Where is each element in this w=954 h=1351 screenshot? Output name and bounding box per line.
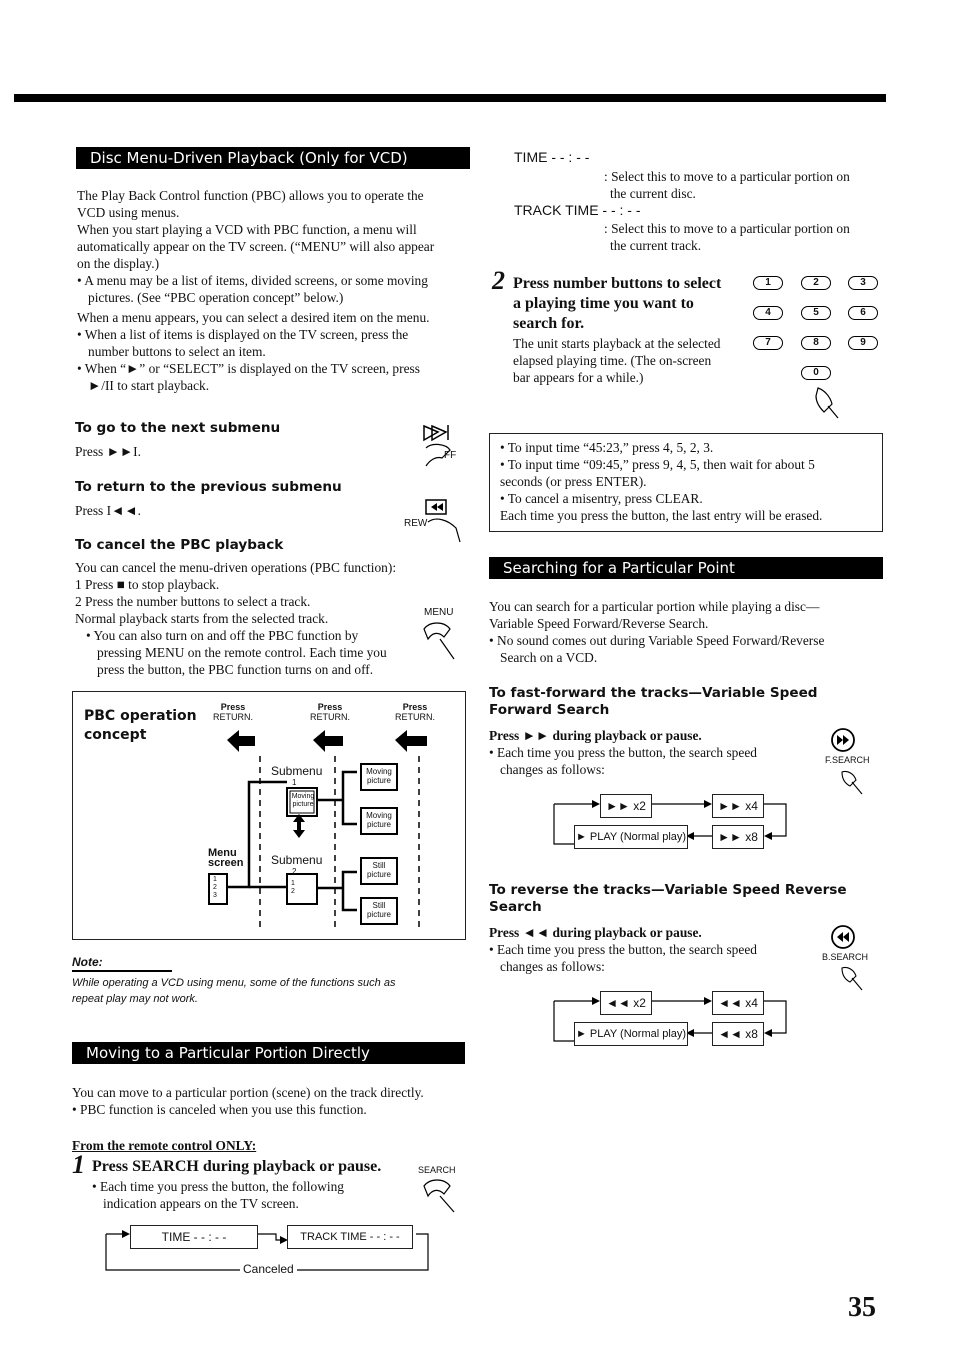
number-button-8[interactable]: 8 bbox=[801, 336, 831, 350]
number-button-7[interactable]: 7 bbox=[753, 336, 783, 350]
time-description bbox=[604, 168, 850, 202]
ff-play-box: ► PLAY (Normal play) bbox=[574, 825, 688, 849]
step-line: search for. bbox=[513, 315, 585, 332]
text-line: automatically appear on the TV screen. (“MENU” will also appear bbox=[77, 239, 435, 254]
press-text: Press bbox=[317, 702, 343, 712]
picture-label-line: Still bbox=[372, 901, 386, 910]
rev-press-text: Press ◄◄ during playback or pause. bbox=[489, 925, 702, 940]
tip-line: • To input time “09:45,” press 9, 4, 5, then wait for about 5 bbox=[500, 457, 815, 472]
ff-bullet bbox=[489, 744, 757, 778]
number-button-6[interactable]: 6 bbox=[848, 306, 878, 320]
ff-x8-box: ►► x8 bbox=[712, 825, 764, 849]
press-text: Press bbox=[220, 702, 246, 712]
bullet-line: • When a list of items is displayed on the TV screen, press the bbox=[77, 327, 409, 342]
page-number: 35 bbox=[848, 1292, 876, 1323]
menu-screen-line: screen bbox=[208, 857, 244, 869]
bullet-line: • You can also turn on and off the PBC function by bbox=[86, 628, 359, 643]
menu-screen-label bbox=[208, 848, 243, 868]
top-rule bbox=[14, 94, 886, 102]
menu-item: 1 bbox=[213, 876, 217, 883]
submenu-item: 1 bbox=[291, 880, 295, 887]
text-line: You can move to a particular portion (scene) on the track directly. bbox=[72, 1085, 424, 1100]
picture-label-line: Still bbox=[372, 861, 386, 870]
flow-canceled-label: Canceled bbox=[240, 1262, 297, 1276]
text-line: Normal playback starts from the selected track. bbox=[75, 611, 329, 626]
fsearch-button-icon bbox=[830, 727, 856, 758]
note-title: Note: bbox=[72, 955, 103, 969]
text-line: The unit starts playback at the selected bbox=[513, 336, 721, 351]
section-header-moving: Moving to a Particular Portion Directly bbox=[72, 1042, 465, 1064]
number-button-0[interactable]: 0 bbox=[801, 366, 831, 380]
menu-screen-items bbox=[213, 876, 217, 900]
text-line: When you start playing a VCD with PBC function, a menu will bbox=[77, 222, 417, 237]
moving-picture-2-label bbox=[362, 811, 396, 829]
return-text: RETURN. bbox=[213, 712, 253, 722]
text-line: : Select this to move to a particular portion on bbox=[604, 221, 850, 236]
menu-screen-line: Menu bbox=[208, 847, 237, 859]
press-text: Press bbox=[402, 702, 428, 712]
rev-x2-box: ◄◄ x2 bbox=[600, 991, 652, 1015]
title-line: To fast-forward the tracks—Variable Speed bbox=[489, 685, 818, 701]
note-text bbox=[72, 975, 395, 1007]
ff-label: FF bbox=[444, 450, 457, 461]
title-line: Forward Search bbox=[489, 702, 610, 718]
tips-box bbox=[489, 433, 883, 532]
step-1-number: 1 bbox=[72, 1150, 85, 1179]
pbc-title-line: concept bbox=[84, 727, 147, 743]
pbc-title-line: PBC operation bbox=[84, 708, 197, 724]
ff-search-title bbox=[489, 685, 818, 719]
menu-button-icon bbox=[420, 619, 460, 668]
bullet-line: changes as follows: bbox=[500, 762, 605, 777]
search-button-icon bbox=[420, 1176, 460, 1221]
bullet-line: • Each time you press the button, the following bbox=[92, 1179, 344, 1194]
bullet-line: number buttons to select an item. bbox=[88, 344, 266, 359]
bsearch-button-icon bbox=[830, 924, 856, 955]
search-intro bbox=[489, 598, 824, 666]
menu-item: 3 bbox=[213, 892, 217, 899]
text-line: 1 Press ■ to stop playback. bbox=[75, 577, 220, 592]
rev-x4-box: ◄◄ x4 bbox=[712, 991, 764, 1015]
text-line: : Select this to move to a particular portion on bbox=[604, 169, 850, 184]
tips-list bbox=[500, 439, 822, 524]
tip-line: Each time you press the button, the last entry will be erased. bbox=[500, 508, 823, 523]
text-line: the current track. bbox=[610, 238, 702, 253]
text-line: 2 Press the number buttons to select a track. bbox=[75, 594, 311, 609]
note-underline bbox=[72, 970, 172, 972]
text-line: You can search for a particular portion while playing a disc— bbox=[489, 599, 820, 614]
rev-play-box: ► PLAY (Normal play) bbox=[574, 1022, 688, 1046]
picture-label-line: picture bbox=[366, 870, 391, 879]
ff-x2-box: ►► x2 bbox=[600, 794, 652, 818]
bsearch-label: B.SEARCH bbox=[822, 952, 869, 962]
picture-label-line: Moving bbox=[291, 793, 315, 800]
text-line: VCD using menus. bbox=[77, 205, 180, 220]
submenu-2-items bbox=[291, 880, 295, 896]
fsearch-hand-icon bbox=[838, 766, 864, 801]
bullet-line: Search on a VCD. bbox=[500, 650, 598, 665]
still-picture-1-label bbox=[362, 861, 396, 879]
search-label: SEARCH bbox=[418, 1165, 456, 1175]
submenu-1-number: 1 bbox=[292, 778, 297, 787]
bullet-line: press the button, the PBC function turns on and off. bbox=[97, 662, 374, 677]
number-button-9[interactable]: 9 bbox=[848, 336, 878, 350]
section-header-disc-menu: Disc Menu-Driven Playback (Only for VCD) bbox=[76, 147, 470, 169]
number-button-1[interactable]: 1 bbox=[753, 276, 783, 290]
step-2-number: 2 bbox=[492, 266, 505, 295]
prev-submenu-title: To return to the previous submenu bbox=[75, 479, 342, 495]
text-line: bar appears for a while.) bbox=[513, 370, 644, 385]
flow-time-box: TIME - - : - - bbox=[130, 1225, 258, 1249]
submenu-1-picture-label bbox=[291, 793, 315, 809]
rew-label: REW bbox=[404, 518, 428, 529]
bullet-line: changes as follows: bbox=[500, 959, 605, 974]
number-button-4[interactable]: 4 bbox=[753, 306, 783, 320]
bullet-line: • PBC function is canceled when you use this function. bbox=[72, 1102, 367, 1117]
return-text: RETURN. bbox=[395, 712, 435, 722]
note-line: While operating a VCD using menu, some of the functions such as bbox=[72, 977, 396, 989]
bullet-line: pressing MENU on the remote control. Each time you bbox=[97, 645, 387, 660]
step-1-text: Press SEARCH during playback or pause. bbox=[92, 1158, 382, 1175]
moving-intro bbox=[72, 1084, 424, 1118]
bsearch-hand-icon bbox=[838, 962, 864, 997]
flow-track-time-box: TRACK TIME - - : - - bbox=[287, 1225, 413, 1249]
menu-item: 2 bbox=[213, 884, 217, 891]
picture-label-line: picture bbox=[366, 776, 391, 785]
track-time-description bbox=[604, 220, 850, 254]
rev-bullet bbox=[489, 941, 757, 975]
submenu-2-number: 2 bbox=[292, 867, 297, 876]
bullet-line: pictures. (See “PBC operation concept” below.) bbox=[88, 290, 344, 305]
pbc-diagram-lines bbox=[73, 692, 465, 939]
track-time-label: TRACK TIME - - : - - bbox=[514, 202, 641, 218]
picture-label-line: picture bbox=[366, 910, 391, 919]
title-line: Search bbox=[489, 899, 542, 915]
text-line: You can cancel the menu-driven operations (PBC function): bbox=[75, 560, 397, 575]
text-line: the current disc. bbox=[610, 186, 696, 201]
number-button-3[interactable]: 3 bbox=[848, 276, 878, 290]
pbc-concept-diagram bbox=[72, 691, 466, 940]
tip-line: seconds (or press ENTER). bbox=[500, 474, 647, 489]
moving-picture-1-label bbox=[362, 767, 396, 785]
ff-x4-box: ►► x4 bbox=[712, 794, 764, 818]
picture-label-line: Moving bbox=[366, 811, 392, 820]
bullet-line: • A menu may be a list of items, divided screens, or some moving bbox=[77, 273, 428, 288]
picture-label-line: Moving bbox=[366, 767, 392, 776]
number-button-2[interactable]: 2 bbox=[801, 276, 831, 290]
submenu-1-label: Submenu bbox=[271, 764, 323, 778]
bullet-line: • Each time you press the button, the search speed bbox=[489, 745, 757, 760]
bullet-line: ►/II to start playback. bbox=[88, 378, 210, 393]
bullet-line: indication appears on the TV screen. bbox=[103, 1196, 299, 1211]
step-line: Press number buttons to select bbox=[513, 275, 722, 292]
tip-line: • To input time “45:23,” press 4, 5, 2, 3. bbox=[500, 440, 714, 455]
title-line: To reverse the tracks—Variable Speed Reverse bbox=[489, 882, 847, 898]
cancel-pbc-title: To cancel the PBC playback bbox=[75, 537, 284, 553]
text-line: Variable Speed Forward/Reverse Search. bbox=[489, 616, 709, 631]
ff-press-text: Press ►► during playback or pause. bbox=[489, 728, 702, 743]
text-line: The Play Back Control function (PBC) allows you to operate the bbox=[77, 188, 424, 203]
still-picture-2-label bbox=[362, 901, 396, 919]
menu-label: MENU bbox=[424, 607, 454, 618]
fsearch-label: F.SEARCH bbox=[825, 755, 870, 765]
step-2-text bbox=[513, 274, 721, 334]
section-header-searching: Searching for a Particular Point bbox=[489, 557, 883, 579]
step-line: a playing time you want to bbox=[513, 295, 694, 312]
prev-submenu-text: Press I◄◄. bbox=[75, 503, 141, 518]
note-line: repeat play may not work. bbox=[72, 993, 198, 1005]
picture-label-line: picture bbox=[366, 820, 391, 829]
bullet-line: • No sound comes out during Variable Speed Forward/Reverse bbox=[489, 633, 825, 648]
ff-button-icon bbox=[418, 420, 462, 475]
rev-search-title bbox=[489, 882, 847, 916]
next-submenu-title: To go to the next submenu bbox=[75, 420, 281, 436]
text-line: When a menu appears, you can select a desired item on the menu. bbox=[77, 310, 430, 325]
step-2-description bbox=[513, 335, 720, 386]
text-line: elapsed playing time. (The on-screen bbox=[513, 353, 712, 368]
tip-line: • To cancel a misentry, press CLEAR. bbox=[500, 491, 703, 506]
cancel-pbc-text bbox=[75, 559, 396, 678]
submenu-2-label: Submenu bbox=[271, 853, 323, 867]
bullet-line: • When “►” or “SELECT” is displayed on the TV screen, press bbox=[77, 361, 420, 376]
picture-label-line: picture bbox=[292, 801, 314, 808]
step-1-bullet bbox=[92, 1178, 344, 1212]
number-button-5[interactable]: 5 bbox=[801, 306, 831, 320]
from-remote-label: From the remote control ONLY: bbox=[72, 1138, 257, 1153]
rev-x8-box: ◄◄ x8 bbox=[712, 1022, 764, 1046]
next-submenu-text: Press ►►I. bbox=[75, 444, 141, 459]
return-text: RETURN. bbox=[310, 712, 350, 722]
bullet-line: • Each time you press the button, the search speed bbox=[489, 942, 757, 957]
submenu-item: 2 bbox=[291, 888, 295, 895]
time-label: TIME - - : - - bbox=[514, 149, 590, 165]
pointing-hand-icon bbox=[810, 384, 840, 425]
intro-paragraph bbox=[77, 187, 434, 394]
text-line: on the display.) bbox=[77, 256, 160, 271]
